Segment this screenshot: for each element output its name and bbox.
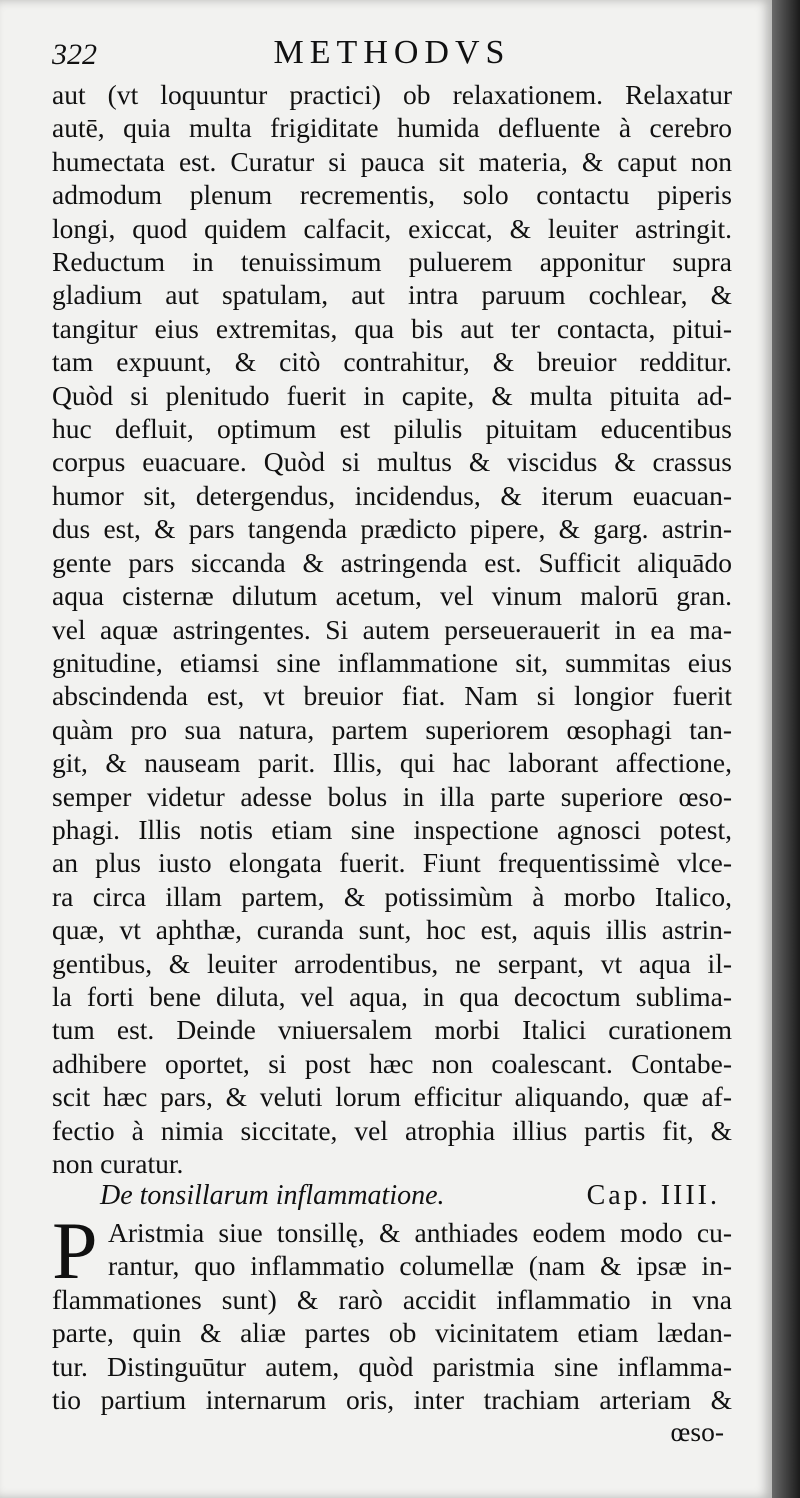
- text-line: rantur, quo inflammatio columellæ (nam & ipsæ in-: [108, 1250, 732, 1282]
- text-line: flammationes sunt) & rarò accidit inflammatio in vna: [52, 1283, 732, 1315]
- running-head: METHODVS: [273, 34, 511, 71]
- text-line: Aristmia siue tonsillę, & anthiades eodem modo cu-: [108, 1217, 732, 1248]
- text-line: phagi. Illis notis etiam sine inspectione agnosci potest,: [52, 813, 732, 845]
- text-line: dus est, & pars tangenda prædicto pipere, & garg. astrin-: [52, 513, 732, 545]
- text-line: quàm pro sua natura, partem superiorem œsophagi tan-: [52, 713, 732, 745]
- text-line: gladium aut spatulam, aut intra paruum cochlear, &: [52, 279, 732, 311]
- chapter-heading: [100, 1180, 720, 1216]
- text-line: tum est. Deinde vniuersalem morbi Italici curationem: [52, 1014, 732, 1046]
- text-line: tur. Distinguūtur autem, quòd paristmia sine inflamma-: [52, 1350, 732, 1382]
- text-line: an plus iusto elongata fuerit. Fiunt frequentissimè vlce-: [52, 847, 732, 879]
- chapter-number: Cap. IIII.: [586, 1180, 720, 1211]
- text-line: tio partium internarum oris, inter trachiam arteriam &: [52, 1384, 732, 1416]
- text-line: abscindenda est, vt breuior fiat. Nam si longior fuerit: [52, 680, 732, 712]
- page-header: [52, 34, 732, 78]
- text-line: gnitudine, etiamsi sine inflammatione sit, summitas eius: [52, 646, 732, 678]
- text-line: tam expuunt, & citò contrahitur, & breuior redditur.: [52, 346, 732, 378]
- text-line: la forti bene diluta, vel aqua, in qua decoctum sublima-: [52, 980, 732, 1012]
- text-line: ra circa illam partem, & potissimùm à morbo Italico,: [52, 880, 732, 912]
- text-line: longi, quod quidem calfacit, exiccat, & leuiter astringit.: [52, 212, 732, 244]
- text-line: autē, quia multa frigiditate humida defluente à cerebro: [52, 112, 732, 144]
- text-line: fectio à nimia siccitate, vel atrophia illius partis fit, &: [52, 1114, 732, 1146]
- text-line: aqua cisternæ dilutum acetum, vel vinum malorū gran.: [52, 580, 732, 612]
- text-line: vel aquæ astringentes. Si autem perseuerauerit in ea ma-: [52, 613, 732, 645]
- text-line: git, & nauseam parit. Illis, qui hac laborant affectione,: [52, 747, 732, 779]
- text-line: huc defluit, optimum est pilulis pituitam educentibus: [52, 413, 732, 445]
- text-line: gente pars siccanda & astringenda est. Sufficit aliquādo: [52, 546, 732, 578]
- text-line: tangitur eius extremitas, qua bis aut ter contacta, pitui-: [52, 312, 732, 344]
- text-line: gentibus, & leuiter arrodentibus, ne serpant, vt aqua il-: [52, 947, 732, 979]
- page-number: 322: [52, 38, 97, 71]
- chapter-text-block: [52, 1205, 732, 1416]
- text-line: semper videtur adesse bolus in illa parte superiore œso-: [52, 780, 732, 812]
- text-line: non curatur.: [52, 1148, 184, 1179]
- text-line: Reductum in tenuissimum puluerem apponitur supra: [52, 246, 732, 278]
- text-line: aut (vt loquuntur practici) ob relaxationem. Relaxatur: [52, 79, 732, 110]
- main-text-block: [52, 78, 732, 1180]
- text-line: parte, quin & aliæ partes ob vicinitatem etiam lædan-: [52, 1317, 732, 1349]
- text-line: quæ, vt aphthæ, curanda sunt, hoc est, aquis illis astrin-: [52, 914, 732, 946]
- chapter-title: De tonsillarum inflammatione.: [100, 1180, 445, 1211]
- text-line: humor sit, detergendus, incidendus, & iterum euacuan-: [52, 479, 732, 511]
- text-line: Quòd si plenitudo fuerit in capite, & multa pituita ad-: [52, 379, 732, 411]
- drop-cap: P: [52, 1205, 98, 1296]
- text-line: adhibere oportet, si post hæc non coalescant. Contabe-: [52, 1047, 732, 1079]
- text-line: admodum plenum recrementis, solo contactu piperis: [52, 179, 732, 211]
- text-line: scit hæc pars, & veluti lorum efficitur aliquando, quæ af-: [52, 1081, 732, 1113]
- text-line: corpus euacuare. Quòd si multus & viscidus & crassus: [52, 446, 732, 478]
- catchword: œso-: [670, 1416, 724, 1447]
- page-edge-shadow: [772, 0, 800, 1498]
- text-line: humectata est. Curatur si pauca sit materia, & caput non: [52, 145, 732, 177]
